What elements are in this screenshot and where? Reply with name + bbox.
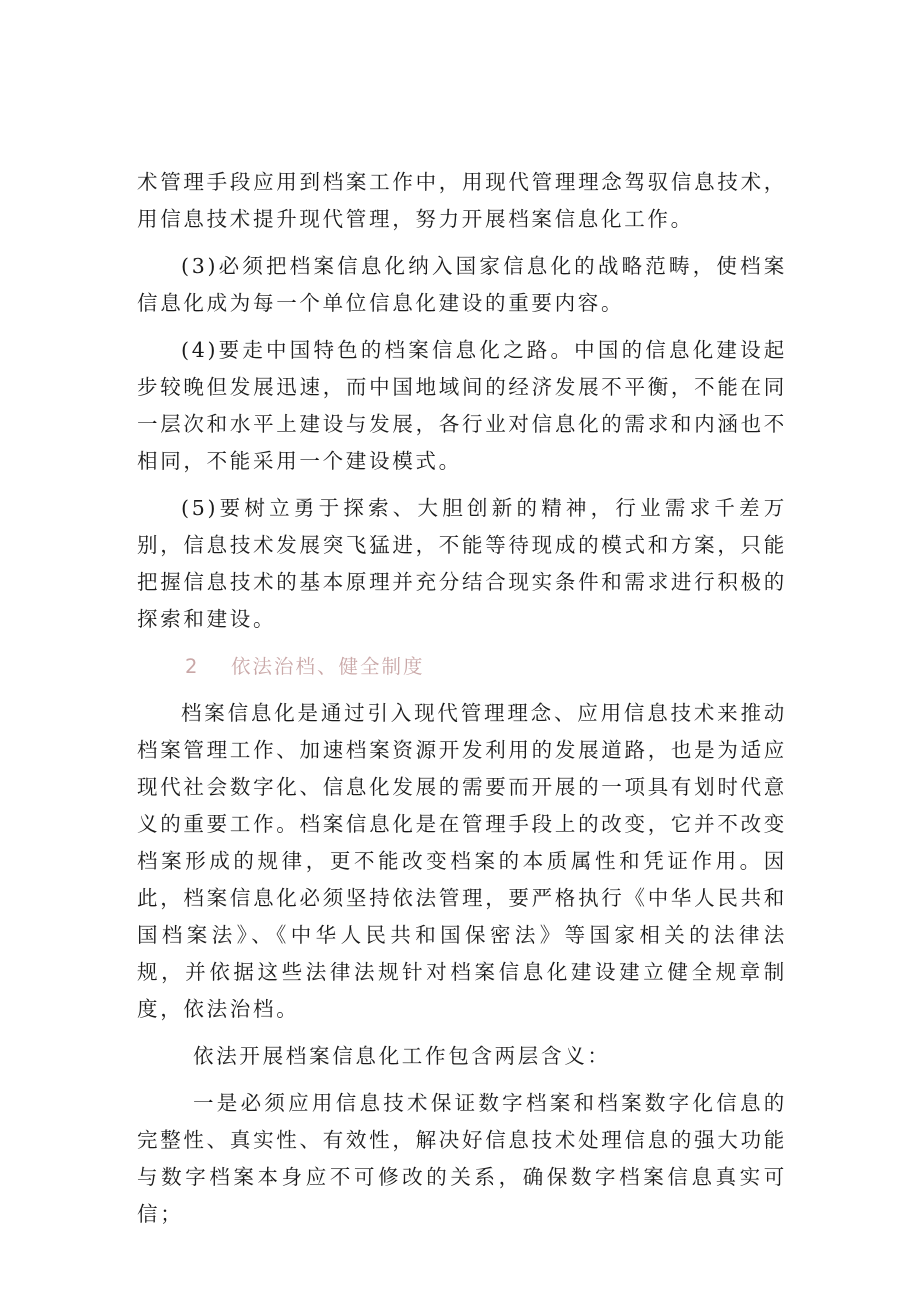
paragraph-item-3: (3)必须把档案信息化纳入国家信息化的战略范畴，使档案信息化成为每一个单位信息化建设的重要内容。 <box>137 254 787 315</box>
paragraph-intro: 档案信息化是通过引入现代管理理念、应用信息技术来推动档案管理工作、加速档案资源开发利用的发展道路，也是为适应现代社会数字化、信息化发展的需要而开展的一项具有划时代意义的重要工作。档案信息化是在管理手段上的改变，它并不改变档案形成的规律，更不能改变档案的本质属性和凭证作用。因此，档案信息化必须坚持依法管理，要严格执行《中华人民共和国档案法》、《中华人民共和国保密法》等国家相关的法律法规，并依据这些法律法规针对档案信息化建设建立健全规章制度，依法治档。 <box>137 701 787 1021</box>
paragraph-item-4: (4)要走中国特色的档案信息化之路。中国的信息化建设起步较晚但发展迅速，而中国地域间的经济发展不平衡，不能在同一层次和水平上建设与发展，各行业对信息化的需求和内涵也不相同，不能采用一个建设模式。 <box>137 338 787 473</box>
paragraph-two-meanings: 依法开展档案信息化工作包含两层含义： <box>193 1044 611 1068</box>
paragraph-first-meaning: 一是必须应用信息技术保证数字档案和档案数字化信息的完整性、真实性、有效性，解决好信息技术处理信息的强大功能与数字档案本身应不可修改的关系，确保数字档案信息真实可信； <box>137 1091 787 1226</box>
document-body <box>137 164 787 1243</box>
section-heading-text: 依法治档、健全制度 <box>231 655 425 678</box>
section-heading-number: 2 <box>185 655 200 678</box>
section-heading <box>137 648 787 685</box>
paragraph-item-5: (5)要树立勇于探索、大胆创新的精神，行业需求千差万别，信息技术发展突飞猛进，不能等待现成的模式和方案，只能把握信息技术的基本原理并充分结合现实条件和需求进行积极的探索和建设。 <box>137 496 787 631</box>
paragraph-continued: 术管理手段应用到档案工作中，用现代管理理念驾驭信息技术，用信息技术提升现代管理，努力开展档案信息化工作。 <box>137 170 787 231</box>
